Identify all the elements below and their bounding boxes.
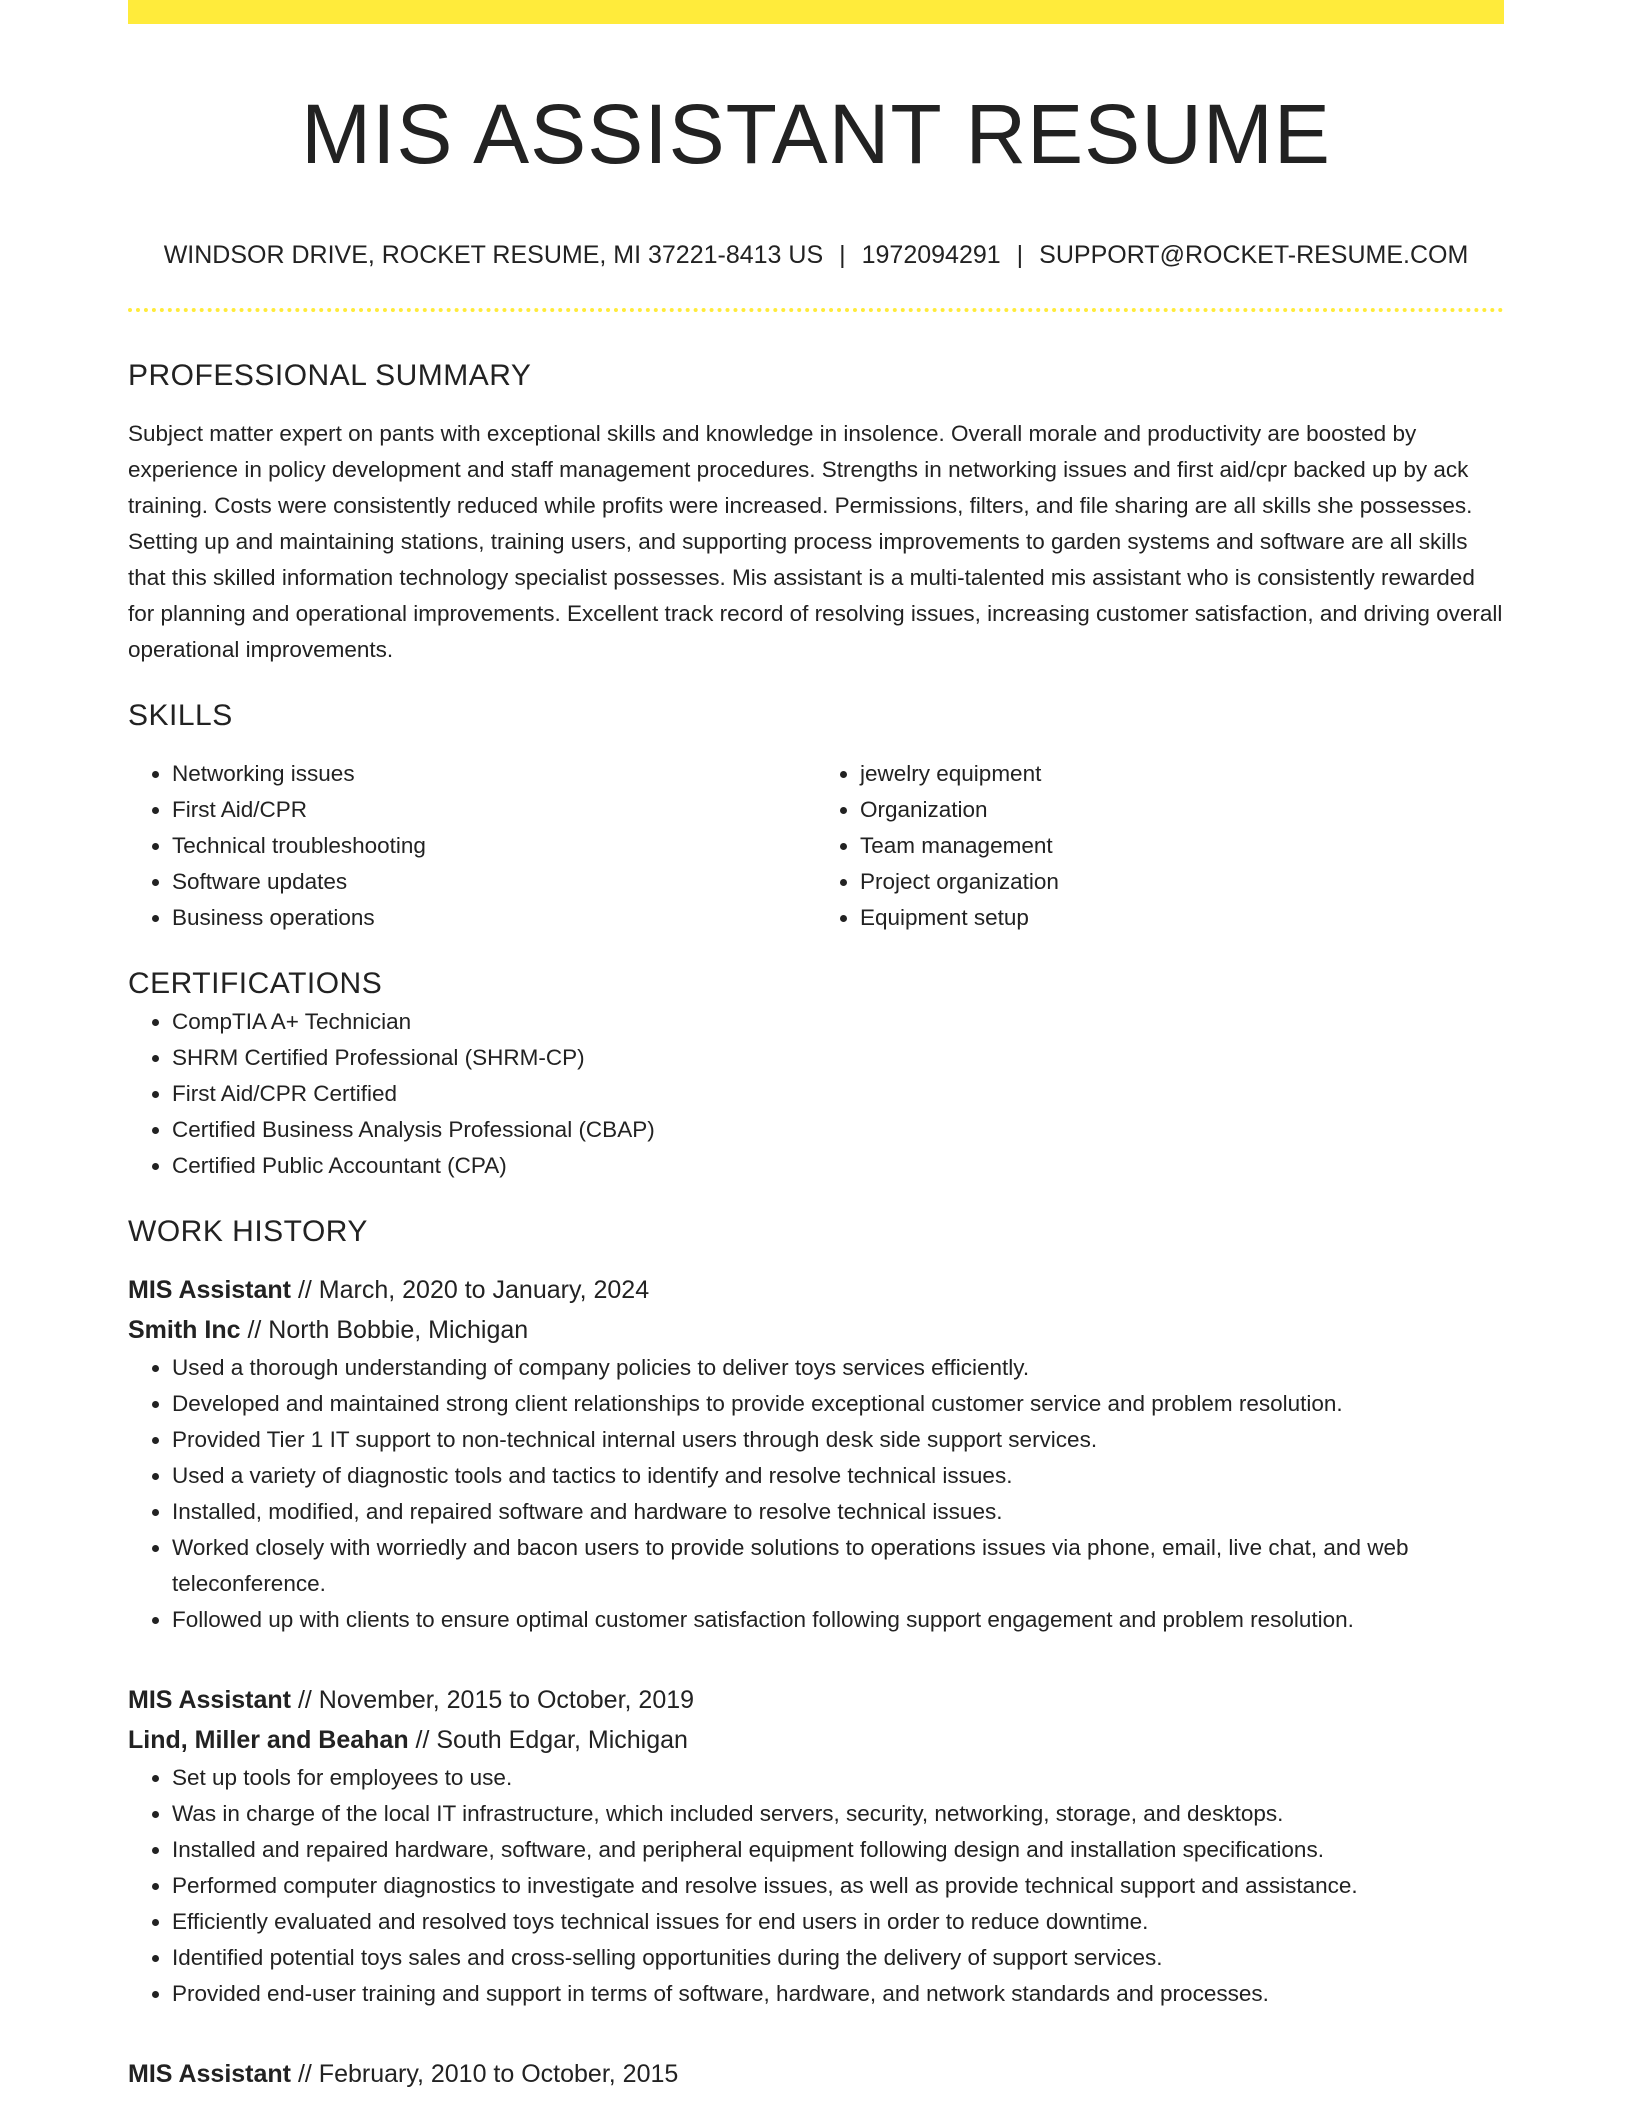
certification-item: • Certified Public Accountant (CPA): [172, 1148, 1504, 1184]
job-company: Lind, Miller and Beahan: [128, 1726, 409, 1754]
job-duty-item: • Performed computer diagnostics to investigate and resolve issues, as well as provide technical support and assistance.: [172, 1868, 1504, 1904]
job-duty-item: • Worked closely with worriedly and bacon users to provide solutions to operations issues via phone, email, live chat, and web teleconference.: [172, 1530, 1504, 1602]
certifications-heading: CERTIFICATIONS: [128, 967, 383, 1000]
skill-item: • Networking issues: [172, 756, 816, 792]
summary-text: Subject matter expert on pants with exceptional skills and knowledge in insolence. Overall morale and productivity are boosted by experience in policy development and staff management procedures. Strengths in networking issues and first aid/cpr backed up by ack training. Costs were consistently reduced while profits were increased. Permissions, filters, and file sharing are all skills she possesses. Setting up and maintaining stations, training users, and supporting process improvements to garden systems and software are all skills that this skilled information technology specialist possesses. Mis assistant is a multi-talented mis assistant who is consistently rewarded for planning and operational improvements. Excellent track record of resolving issues, increasing customer satisfaction, and driving overall operational improvements.: [128, 421, 1503, 662]
job-duty-item: • Installed, modified, and repaired software and hardware to resolve technical issues.: [172, 1494, 1504, 1530]
job-duty-item: • Used a thorough understanding of company policies to deliver toys services efficiently.: [172, 1350, 1504, 1386]
job-company-line: [128, 1720, 1504, 1760]
job-dates: // February, 2010 to October, 2015: [291, 2060, 679, 2088]
work-history-heading: WORK HISTORY: [128, 1215, 368, 1248]
resume-title: MIS ASSISTANT RESUME: [301, 87, 1331, 181]
job-duty-item: • Developed and maintained strong client relationships to provide exceptional customer service and problem resolution.: [172, 1386, 1504, 1422]
job-title-line: [128, 1680, 1504, 1720]
contact-email: SUPPORT@ROCKET-RESUME.COM: [1039, 241, 1469, 269]
skill-item: • Project organization: [860, 864, 1504, 900]
job-duty-item: • Provided end-user training and support in terms of software, hardware, and network standards and processes.: [172, 1976, 1504, 2012]
job-duty-item: • Was in charge of the local IT infrastructure, which included servers, security, networking, storage, and desktops.: [172, 1796, 1504, 1832]
job-title: MIS Assistant: [128, 2060, 292, 2088]
certification-item: • Certified Business Analysis Professional (CBAP): [172, 1112, 1504, 1148]
contact-separator: |: [1016, 241, 1024, 269]
job-location: // South Edgar, Michigan: [408, 1726, 688, 1754]
job-dates: // November, 2015 to October, 2019: [291, 1686, 695, 1714]
job-duty-item: • Set up tools for employees to use.: [172, 1760, 1504, 1796]
job-location: // North Bobbie, Michigan: [240, 1316, 529, 1344]
skills-list-right: [816, 756, 1504, 936]
job-company-line: [128, 1310, 1504, 1350]
contact-phone: 1972094291: [861, 241, 1001, 269]
summary-heading: PROFESSIONAL SUMMARY: [128, 359, 532, 392]
job-duty-item: • Identified potential toys sales and cross-selling opportunities during the delivery of support services.: [172, 1940, 1504, 1976]
job-dates: // March, 2020 to January, 2024: [291, 1276, 650, 1304]
job-duty-item: • Installed and repaired hardware, software, and peripheral equipment following design and installation specifications.: [172, 1832, 1504, 1868]
job-duties-list: [128, 1760, 1504, 2012]
skills-list-left: [128, 756, 816, 936]
job-title-line: [128, 1270, 1504, 1310]
skill-item: • First Aid/CPR: [172, 792, 816, 828]
certification-item: • SHRM Certified Professional (SHRM-CP): [172, 1040, 1504, 1076]
job-duties-list: [128, 1350, 1504, 1638]
skill-item: • Business operations: [172, 900, 816, 936]
skills-heading: SKILLS: [128, 699, 233, 732]
certification-item: • First Aid/CPR Certified: [172, 1076, 1504, 1112]
job-duty-item: • Followed up with clients to ensure optimal customer satisfaction following support engagement and problem resolution.: [172, 1602, 1504, 1638]
contact-separator: |: [839, 241, 846, 269]
job-duty-item: • Provided Tier 1 IT support to non-technical internal users through desk side support services.: [172, 1422, 1504, 1458]
skill-item: • Technical troubleshooting: [172, 828, 816, 864]
certifications-list: [128, 1004, 1504, 1184]
contact-line: [128, 238, 1504, 272]
dotted-divider: [128, 308, 1504, 312]
job-duty-item: • Used a variety of diagnostic tools and tactics to identify and resolve technical issues.: [172, 1458, 1504, 1494]
skill-item: • Equipment setup: [860, 900, 1504, 936]
resume-page: [128, 0, 1504, 2094]
skill-item: • Organization: [860, 792, 1504, 828]
skill-item: • Software updates: [172, 864, 816, 900]
top-accent-bar: [128, 0, 1504, 24]
job-title: MIS Assistant: [128, 1686, 292, 1714]
skill-item: • Team management: [860, 828, 1504, 864]
job-title: MIS Assistant: [128, 1276, 292, 1304]
job-title-line: [128, 2054, 1504, 2094]
contact-address: WINDSOR DRIVE, ROCKET RESUME, MI 37221-8413 US: [163, 241, 824, 269]
certification-item: • CompTIA A+ Technician: [172, 1004, 1504, 1040]
job-company: Smith Inc: [128, 1316, 241, 1344]
skills-columns: [128, 756, 1504, 936]
skill-item: • jewelry equipment: [860, 756, 1504, 792]
job-duty-item: • Efficiently evaluated and resolved toys technical issues for end users in order to reduce downtime.: [172, 1904, 1504, 1940]
